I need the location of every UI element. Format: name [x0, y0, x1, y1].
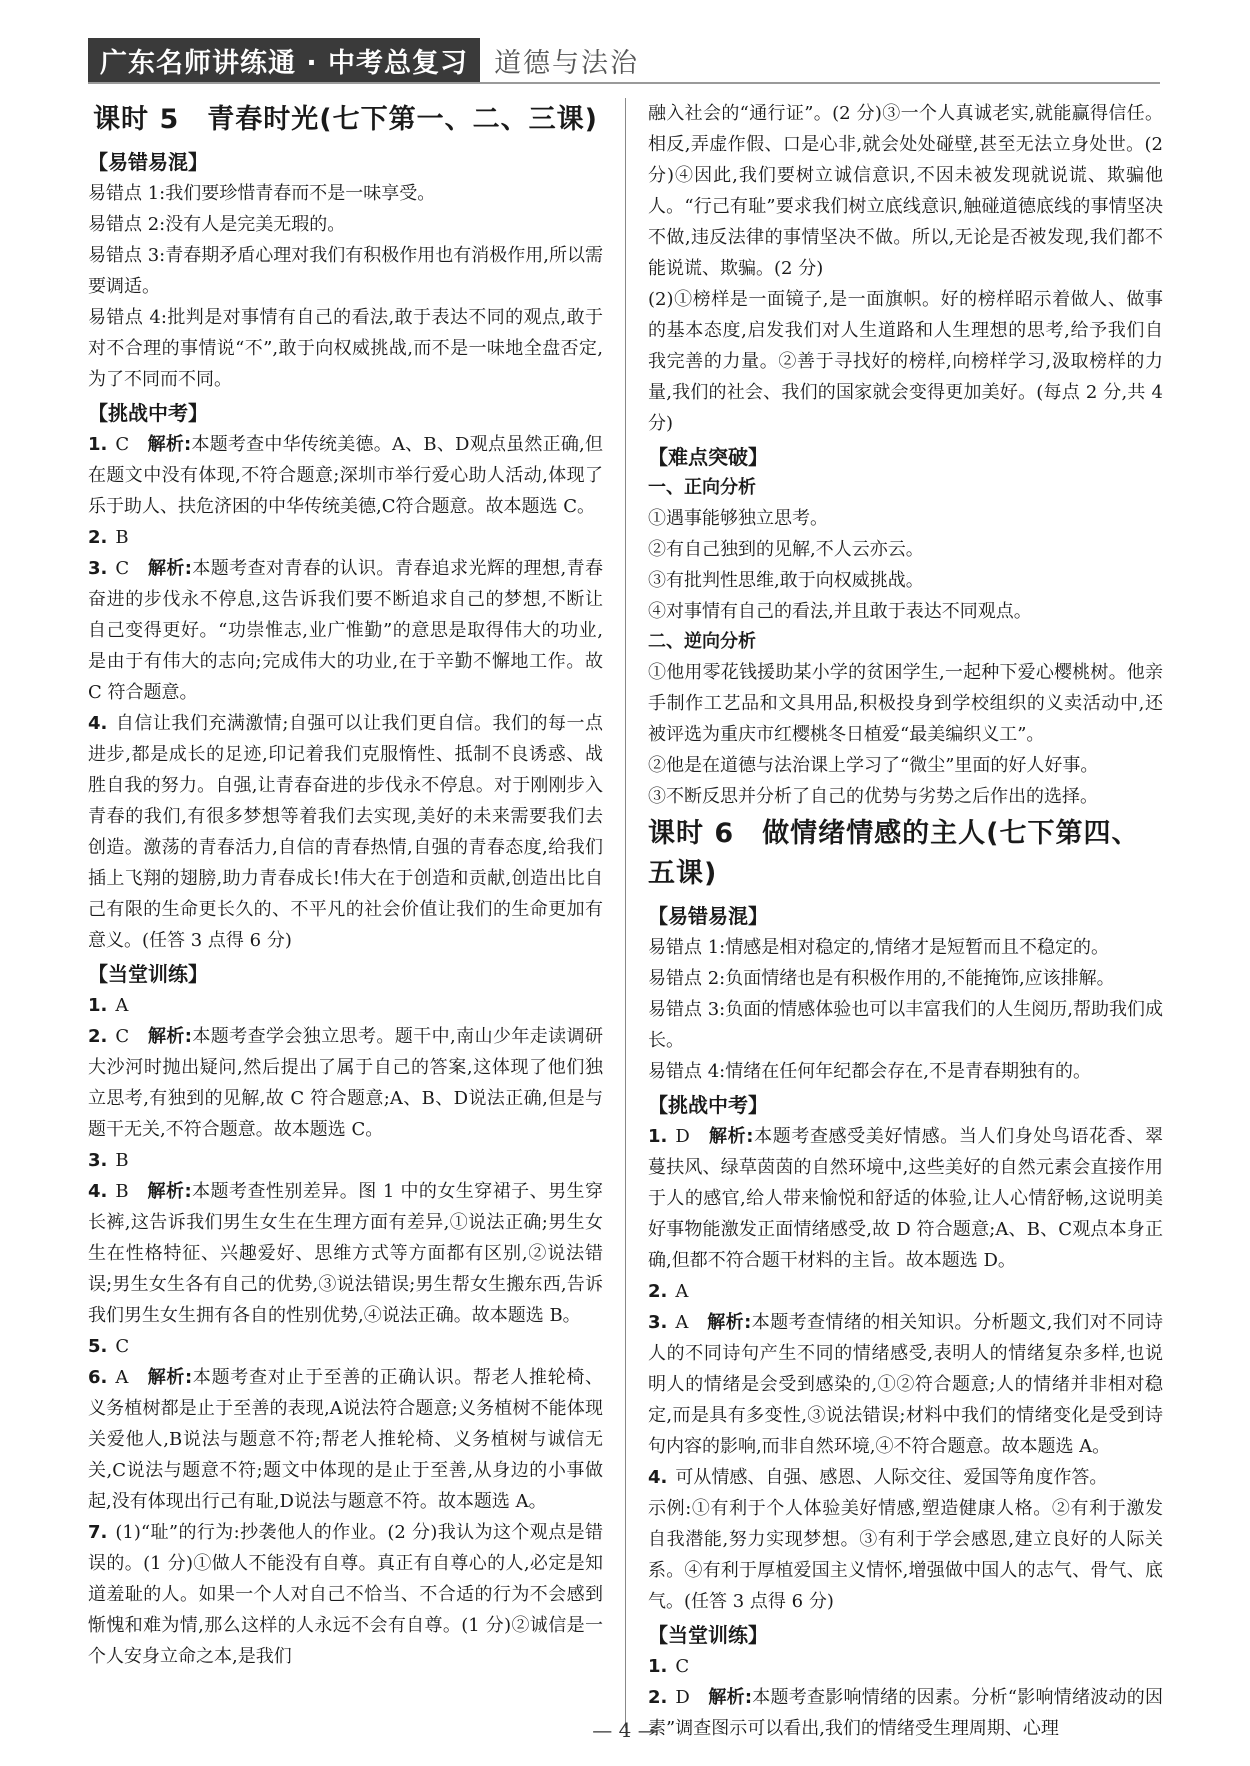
analysis-label: 解析:: [707, 1312, 752, 1333]
analysis-label: 解析:: [147, 434, 192, 455]
item-number: 2.: [88, 527, 108, 548]
answer-item: [88, 1021, 603, 1145]
answer-letter: C: [115, 434, 130, 455]
answer-letter: B: [115, 527, 129, 548]
item-number: 4.: [88, 1181, 108, 1202]
analysis-text: 本题考查感受美好情感。当人们身处鸟语花香、翠蔓扶风、绿草茵茵的自然环境中,这些美好的自然元素会直接作用于人的感官,给人带来愉悦和舒适的体验,让人心情舒畅,这说明美好事物能激发正面情绪感受,故 D 符合题意;A、B、C观点本身正确,但都不符合题干材料的主旨。故本题选 D。: [648, 1126, 1164, 1271]
analysis-text: 本题考查影响情绪的因素。分析“影响情绪波动的因素”调查图示可以看出,我们的情绪受生理周期、心理: [648, 1687, 1164, 1739]
answer-text: 自信让我们充满激情;自强可以让我们更自信。我们的每一点进步,都是成长的足迹,印记着我们克服惰性、抵制不良诱惑、战胜自我的努力。自强,让青春奋进的步伐永不停息。对于刚刚步入青春的我们,有很多梦想等着我们去实现,美好的未来需要我们去创造。激荡的青春活力,自信的青春热情,自强的青春态度,给我们插上飞翔的翅膀,助力青春成长!伟大在于创造和贡献,创造出比自己有限的生命更长久的、不平凡的社会价值让我们的生命更加有意义。(任答 3 点得 6 分): [88, 713, 603, 951]
subsection-heading: 二、逆向分析: [648, 631, 756, 652]
lesson5-title: 课时 5 青春时光(七下第一、二、三课): [93, 104, 598, 135]
subsection-heading: 一、正向分析: [648, 477, 756, 498]
header-rule: [88, 82, 1160, 84]
item-number: 2.: [648, 1687, 668, 1708]
left-column: [88, 98, 603, 1672]
answer-item: [88, 1331, 603, 1362]
item-number: 1.: [88, 434, 108, 455]
answer-item: [88, 990, 603, 1021]
error-point: 易错点 3:负面的情感体验也可以丰富我们的人生阅历,帮助我们成长。: [648, 999, 1163, 1051]
running-header: [88, 38, 653, 82]
answer-letter: D: [675, 1687, 690, 1708]
right-column: [648, 98, 1163, 1744]
analysis-text: 本题考查对青春的认识。青春追求光辉的理想,青春奋进的步伐永不停息,这告诉我们要不断追求自己的梦想,不断让自己变得更好。“功崇惟志,业广惟勤”的意思是取得伟大的功业,是由于有伟大的志向;完成伟大的功业,在于辛勤不懈地工作。故 C 符合题意。: [88, 558, 603, 703]
analysis-label: 解析:: [147, 1026, 192, 1047]
answer-letter: C: [115, 1026, 130, 1047]
answer-letter: A: [675, 1281, 689, 1302]
section-heading: 【当堂训练】: [648, 1623, 768, 1647]
analysis-point: ③不断反思并分析了自己的优势与劣势之后作出的选择。: [648, 786, 1098, 807]
error-point: 易错点 3:青春期矛盾心理对我们有积极作用也有消极作用,所以需要调适。: [88, 245, 603, 297]
item-number: 1.: [88, 995, 108, 1016]
answer-item: [88, 553, 603, 708]
answer-item: [88, 522, 603, 553]
error-point: 易错点 4:批判是对事情有自己的看法,敢于表达不同的观点,敢于对不合理的事情说“不”,敢于向权威挑战,而不是一味地全盘否定,为了不同而不同。: [88, 307, 603, 390]
error-point: 易错点 1:情感是相对稳定的,情绪才是短暂而且不稳定的。: [648, 937, 1109, 958]
answer-letter: B: [115, 1181, 129, 1202]
section-heading: 【当堂训练】: [88, 962, 208, 986]
analysis-text: 本题考查学会独立思考。题干中,南山少年走读调研大沙河时抛出疑问,然后提出了属于自己的答案,这体现了他们独立思考,有独到的见解,故 C 符合题意;A、B、D说法正确,但是与题干无关,不符合题意。故本题选 C。: [88, 1026, 603, 1140]
item-number: 3.: [648, 1312, 668, 1333]
section-heading: 【难点突破】: [648, 445, 768, 469]
answer-item: [648, 1651, 1163, 1682]
item-number: 4.: [648, 1467, 668, 1488]
answer-letter: C: [115, 558, 130, 579]
answer-text: (1)“耻”的行为:抄袭他人的作业。(2 分)我认为这个观点是错误的。(1 分)①做人不能没有自尊。真正有自尊心的人,必定是知道羞耻的人。如果一个人对自己不恰当、不合适的行为不会感到惭愧和难为情,那么这样的人永远不会有自尊。(1 分)②诚信是一个人安身立命之本,是我们: [88, 1522, 603, 1667]
error-point: 易错点 4:情绪在任何年纪都会存在,不是青春期独有的。: [648, 1061, 1091, 1082]
analysis-point: ②他是在道德与法治课上学习了“微尘”里面的好人好事。: [648, 755, 1099, 776]
item-number: 1.: [648, 1656, 668, 1677]
answer-letter: B: [115, 1150, 129, 1171]
item-number: 2.: [88, 1026, 108, 1047]
analysis-label: 解析:: [708, 1687, 753, 1708]
analysis-text: 本题考查对止于至善的正确认识。帮老人推轮椅、义务植树都是止于至善的表现,A说法符合题意;义务植树不能体现关爱他人,B说法与题意不符;帮老人推轮椅、义务植树与诚信无关,C说法与题意不符;题文中体现的是止于至善,从身边的小事做起,没有体现出行己有耻,D说法与题意不符。故本题选 A。: [88, 1367, 604, 1512]
series-title: 广东名师讲练通 · 中考总复习: [88, 38, 480, 82]
analysis-text: 本题考查中华传统美德。A、B、D观点虽然正确,但在题文中没有体现,不符合题意;深圳市举行爱心助人活动,体现了乐于助人、扶危济困的中华传统美德,C符合题意。故本题选 C。: [88, 434, 604, 517]
error-point: 易错点 2:负面情绪也是有积极作用的,不能掩饰,应该排解。: [648, 968, 1115, 989]
item-number: 1.: [648, 1126, 668, 1147]
item-number: 4.: [88, 713, 108, 734]
answer-item: [648, 1121, 1163, 1276]
analysis-label: 解析:: [147, 1181, 192, 1202]
answer-letter: A: [115, 995, 129, 1016]
section-heading: 【易错易混】: [648, 904, 768, 928]
subject-title: 道德与法治: [494, 47, 640, 79]
analysis-point: ②有自己独到的见解,不人云亦云。: [648, 539, 924, 560]
example-answer: 示例:①有利于个人体验美好情感,塑造健康人格。②有利于激发自我潜能,努力实现梦想。③有利于学会感恩,建立良好的人际关系。④有利于厚植爱国主义情怀,增强做中国人的志气、骨气、底气。(任答 3 点得 6 分): [648, 1498, 1163, 1612]
answer-letter: C: [115, 1336, 130, 1357]
answer-letter: A: [115, 1367, 129, 1388]
answer-item: [88, 1176, 603, 1331]
answer-text: 可从情感、自强、感恩、人际交往、爱国等角度作答。: [675, 1467, 1108, 1488]
analysis-point: ④对事情有自己的看法,并且敢于表达不同观点。: [648, 601, 1032, 622]
answer-item: [88, 1145, 603, 1176]
analysis-point: ①他用零花钱援助某小学的贫困学生,一起种下爱心樱桃树。他亲手制作工艺品和文具用品,积极投身到学校组织的义卖活动中,还被评选为重庆市红樱桃冬日植爱“最美编织义工”。: [648, 662, 1163, 745]
analysis-label: 解析:: [709, 1126, 754, 1147]
page-number: — 4 —: [592, 1718, 658, 1742]
item-number: 2.: [648, 1281, 668, 1302]
answer-item: [88, 708, 603, 956]
item-number: 6.: [88, 1367, 108, 1388]
analysis-point: ①遇事能够独立思考。: [648, 508, 828, 529]
answer-letter: A: [675, 1312, 689, 1333]
analysis-label: 解析:: [147, 558, 192, 579]
item-number: 5.: [88, 1336, 108, 1357]
answer-item: [648, 1462, 1163, 1493]
lesson6-title: 课时 6 做情绪情感的主人(七下第四、五课): [648, 818, 1140, 889]
answer-item: [648, 1276, 1163, 1307]
answer-item: [88, 1517, 603, 1672]
error-point: 易错点 1:我们要珍惜青春而不是一味享受。: [88, 183, 436, 204]
continued-answer: (2)①榜样是一面镜子,是一面旗帜。好的榜样昭示着做人、做事的基本态度,启发我们对人生道路和人生理想的思考,给予我们自我完善的力量。②善于寻找好的榜样,向榜样学习,汲取榜样的力量,我们的社会、我们的国家就会变得更加美好。(每点 2 分,共 4 分): [648, 289, 1163, 434]
answer-item: [88, 1362, 603, 1517]
analysis-text: 本题考查情绪的相关知识。分析题文,我们对不同诗人的不同诗句产生不同的情绪感受,表明人的情绪复杂多样,也说明人的情绪是会受到感染的,①②符合题意;人的情绪并非相对稳定,而是具有多变性,③说法错误;材料中我们的情绪变化是受到诗句内容的影响,而非自然环境,④不符合题意。故本题选 A。: [648, 1312, 1164, 1457]
section-heading: 【易错易混】: [88, 150, 208, 174]
answer-letter: D: [675, 1126, 690, 1147]
section-heading: 【挑战中考】: [88, 401, 208, 425]
answer-letter: C: [675, 1656, 690, 1677]
analysis-point: ③有批判性思维,敢于向权威挑战。: [648, 570, 924, 591]
answer-item: [88, 429, 603, 522]
item-number: 3.: [88, 1150, 108, 1171]
column-divider: [625, 98, 626, 1728]
item-number: 7.: [88, 1522, 108, 1543]
answer-item: [648, 1307, 1163, 1462]
continued-answer: 融入社会的“通行证”。(2 分)③一个人真诚老实,就能赢得信任。相反,弄虚作假、口是心非,就会处处碰壁,甚至无法立身处世。(2 分)④因此,我们要树立诚信意识,不因未被发现就说谎、欺骗他人。“行己有耻”要求我们树立底线意识,触碰道德底线的事情坚决不做,违反法律的事情坚决不做。所以,无论是否被发现,我们都不能说谎、欺骗。(2 分): [648, 103, 1163, 279]
section-heading: 【挑战中考】: [648, 1093, 768, 1117]
item-number: 3.: [88, 558, 108, 579]
analysis-label: 解析:: [147, 1367, 193, 1388]
error-point: 易错点 2:没有人是完美无瑕的。: [88, 214, 346, 235]
analysis-text: 本题考查性别差异。图 1 中的女生穿裙子、男生穿长裤,这告诉我们男生女生在生理方面有差异,①说法正确;男生女生在性格特征、兴趣爱好、思维方式等方面都有区别,②说法错误;男生女生各有自己的优势,③说法错误;男生帮女生搬东西,告诉我们男生女生拥有各自的性别优势,④说法正确。故本题选 B。: [88, 1181, 603, 1326]
